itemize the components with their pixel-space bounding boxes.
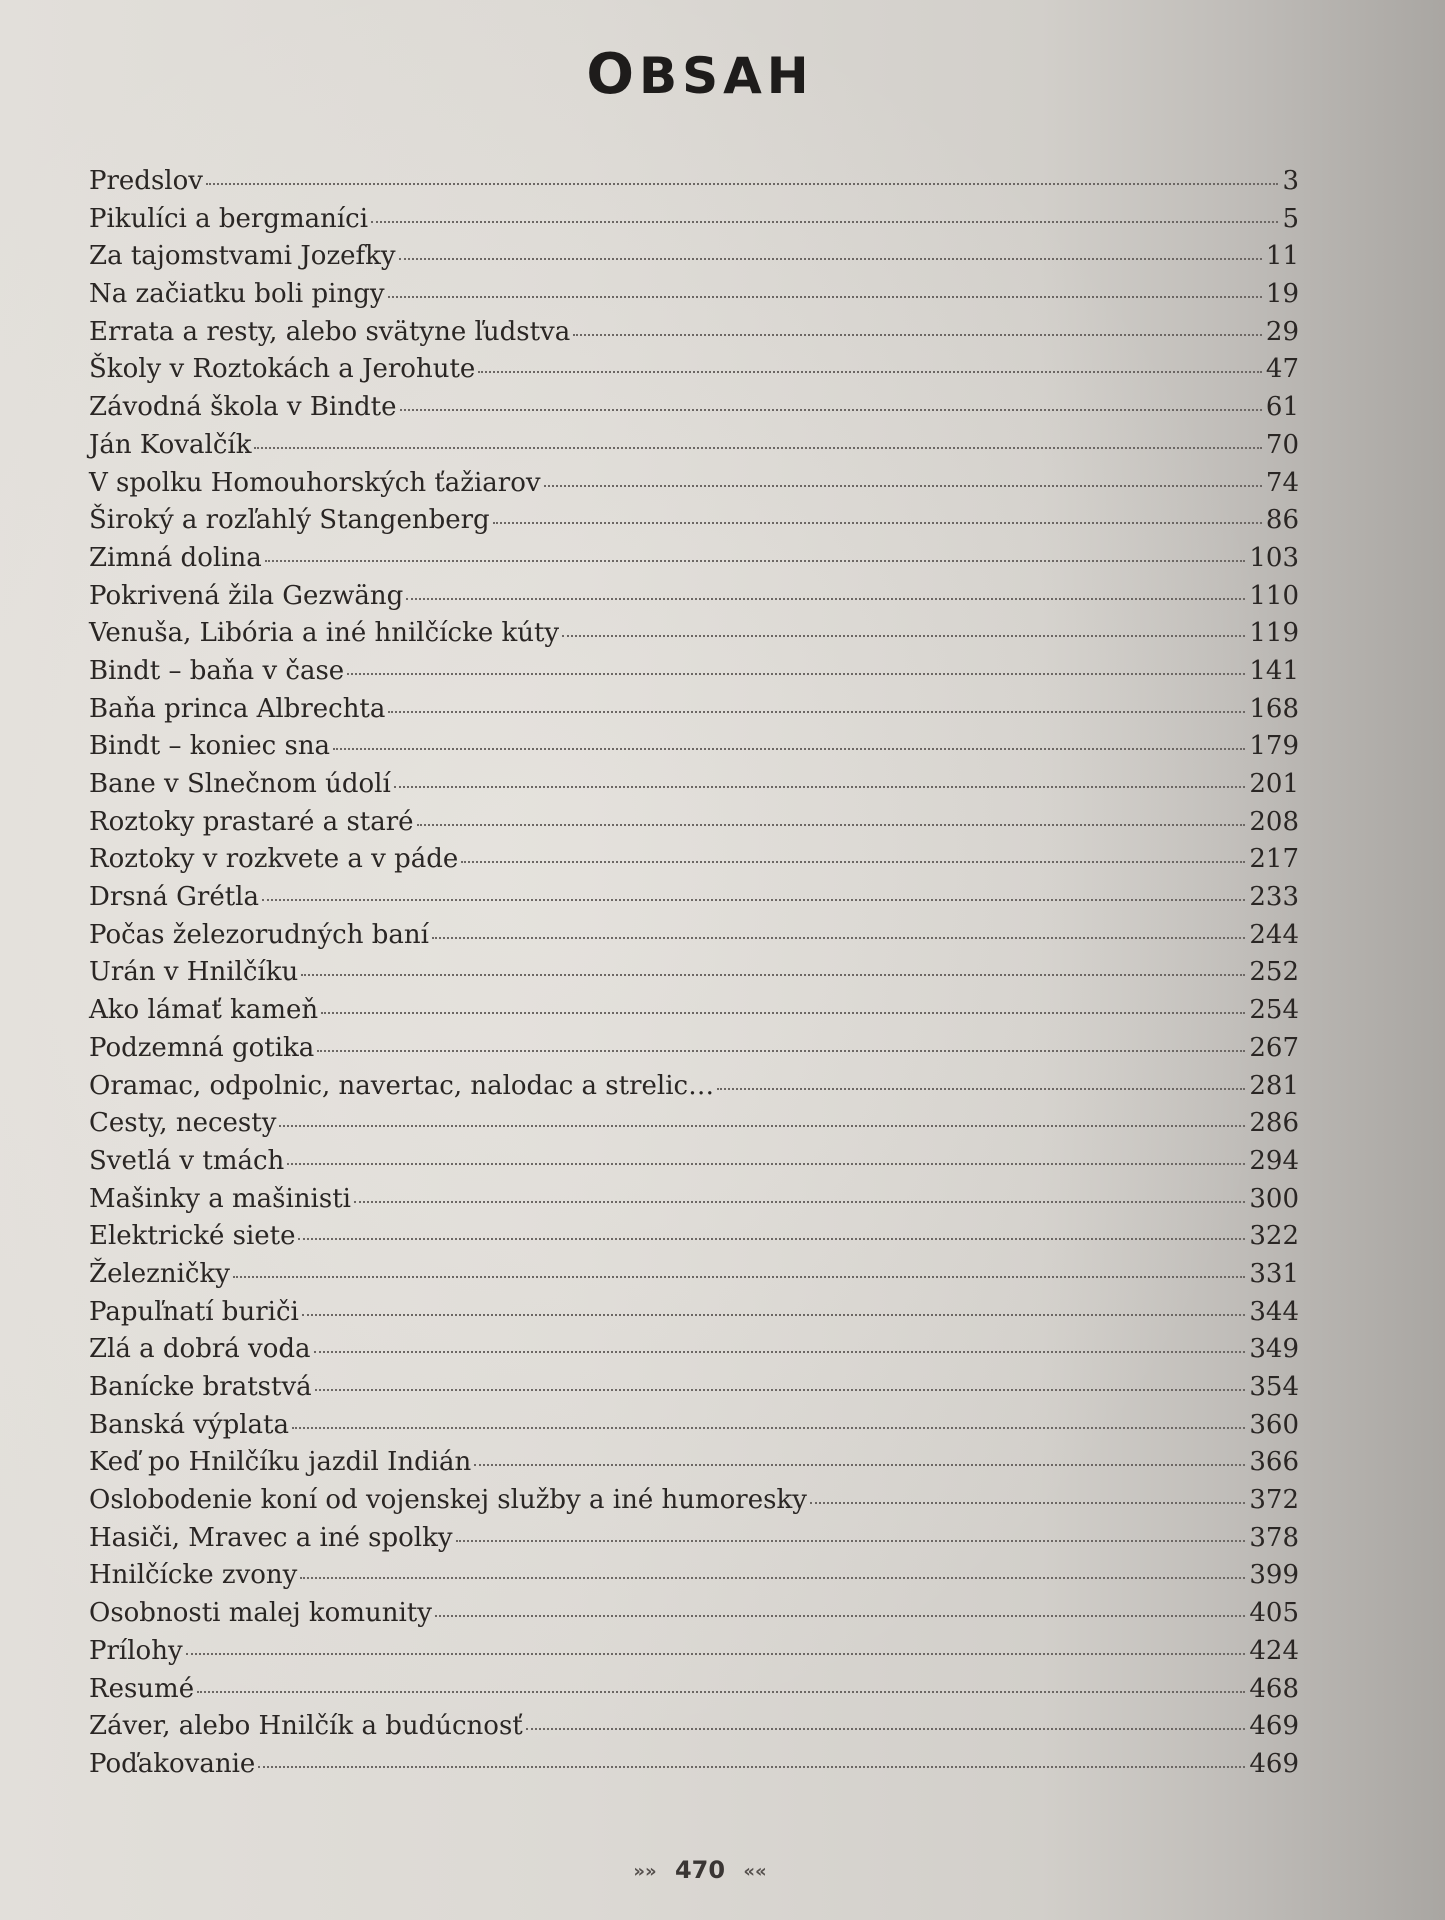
toc-entry <box>89 807 1299 845</box>
toc-entry-title: Bane v Slnečnom údolí <box>89 769 391 799</box>
dot-leader <box>399 258 1262 260</box>
toc-entry-title: Resumé <box>89 1673 195 1704</box>
toc-entry-page: 252 <box>1249 957 1299 988</box>
dot-leader <box>526 1728 1246 1730</box>
toc-entry-title: Osobnosti malej komunity <box>89 1598 432 1629</box>
toc-entry <box>89 279 1299 317</box>
dot-leader <box>258 1766 1245 1768</box>
toc-entry-page: 331 <box>1249 1258 1299 1289</box>
dot-leader <box>321 1012 1245 1014</box>
toc-entry <box>89 468 1299 506</box>
dot-leader <box>388 296 1262 298</box>
toc-entry <box>89 1297 1299 1335</box>
toc-entry-title: Pokrivená žila Gezwäng <box>89 580 404 611</box>
dot-leader <box>292 1427 1245 1429</box>
toc-entry <box>89 656 1299 694</box>
dot-leader <box>400 409 1262 411</box>
toc-entry <box>89 1033 1299 1071</box>
toc-entry-page: 217 <box>1249 844 1299 875</box>
dot-leader <box>562 635 1245 637</box>
toc-entry <box>89 769 1299 807</box>
toc-entry-title: Oramac, odpolnic, navertac, nalodac a strelic… <box>89 1070 715 1101</box>
toc-entry <box>89 1184 1299 1222</box>
toc-entry-page: 469 <box>1249 1748 1299 1779</box>
toc-entry-title: Errata a resty, alebo svätyne ľudstva <box>89 316 571 347</box>
toc-entry-page: 300 <box>1249 1183 1299 1214</box>
toc-entry-page: 201 <box>1249 769 1299 799</box>
toc-entry <box>89 1334 1299 1372</box>
toc-entry <box>89 882 1299 920</box>
toc-entry <box>89 505 1299 543</box>
page-footer <box>0 1856 1400 1884</box>
dot-leader <box>315 1389 1246 1391</box>
toc-entry-title: Školy v Roztokách a Jerohute <box>89 354 476 385</box>
toc-entry <box>89 543 1299 581</box>
toc-entry-page: 244 <box>1249 919 1299 950</box>
toc-entry <box>89 1221 1299 1259</box>
toc-entry-title: Na začiatku boli pingy <box>89 279 385 310</box>
toc-entry <box>89 1485 1299 1523</box>
dot-leader <box>265 560 1246 562</box>
toc-entry <box>89 731 1299 769</box>
toc-entry-title: Oslobodenie koní od vojenskej služby a iné humoresky <box>89 1485 807 1516</box>
dot-leader <box>347 673 1245 675</box>
toc-entry <box>89 844 1299 882</box>
toc-entry <box>89 1560 1299 1598</box>
toc-entry <box>89 1108 1299 1146</box>
toc-entry <box>89 1071 1299 1109</box>
toc-entry <box>89 317 1299 355</box>
dot-leader <box>461 861 1245 863</box>
toc-entry-page: 19 <box>1265 279 1299 310</box>
toc-entry-page: 11 <box>1265 241 1299 272</box>
toc-entry-page: 110 <box>1249 580 1299 611</box>
toc-entry <box>89 241 1299 279</box>
toc-entry-title: Drsná Grétla <box>89 882 259 913</box>
dot-leader <box>573 334 1262 336</box>
page-number: 470 <box>674 1856 726 1884</box>
toc-entry-page: 366 <box>1249 1447 1299 1478</box>
toc-entry-title: Poďakovanie <box>89 1748 256 1779</box>
toc-entry-title: Elektrické siete <box>89 1221 296 1252</box>
toc-entry-page: 405 <box>1249 1598 1299 1629</box>
toc-entry-page: 47 <box>1265 354 1299 385</box>
ornament-right-icon: «« <box>743 1860 767 1882</box>
toc-entry-page: 360 <box>1249 1409 1299 1440</box>
dot-leader <box>388 711 1245 713</box>
toc-entry <box>89 1447 1299 1485</box>
toc-entry-page: 349 <box>1249 1334 1299 1365</box>
toc-entry-page: 281 <box>1249 1070 1299 1101</box>
table-of-contents <box>89 166 1299 1787</box>
toc-entry-title: Urán v Hnilčíku <box>89 957 299 988</box>
toc-entry-title: Hnilčícke zvony <box>89 1560 298 1591</box>
toc-entry-title: Svetlá v tmách <box>89 1145 285 1176</box>
toc-entry <box>89 694 1299 732</box>
toc-entry <box>89 1523 1299 1561</box>
toc-entry-page: 3 <box>1282 166 1299 196</box>
dot-leader <box>354 1201 1245 1203</box>
toc-entry-page: 372 <box>1249 1485 1299 1516</box>
toc-entry-title: Baňa princa Albrechta <box>89 693 386 724</box>
toc-entry <box>89 1711 1299 1749</box>
toc-entry <box>89 1598 1299 1636</box>
toc-entry-title: Záver, alebo Hnilčík a budúcnosť <box>89 1711 523 1742</box>
toc-entry <box>89 1259 1299 1297</box>
toc-entry-title: Bindt – koniec sna <box>89 731 331 762</box>
toc-entry-page: 322 <box>1249 1221 1299 1252</box>
toc-entry <box>89 166 1299 204</box>
toc-entry-title: Ján Kovalčík <box>89 429 252 460</box>
title-initial: O <box>586 41 639 107</box>
toc-entry <box>89 957 1299 995</box>
toc-entry-page: 70 <box>1265 429 1299 460</box>
toc-entry <box>89 1372 1299 1410</box>
toc-entry-title: Papuľnatí buriči <box>89 1296 299 1327</box>
toc-entry-page: 141 <box>1249 655 1299 686</box>
dot-leader <box>301 974 1245 976</box>
toc-entry <box>89 430 1299 468</box>
toc-entry-page: 119 <box>1249 618 1299 649</box>
dot-leader <box>406 598 1245 600</box>
toc-entry-page: 399 <box>1249 1560 1299 1591</box>
dot-leader <box>197 1691 1245 1693</box>
toc-entry-page: 103 <box>1249 542 1299 573</box>
dot-leader <box>456 1540 1246 1542</box>
toc-entry-page: 424 <box>1249 1635 1299 1666</box>
dot-leader <box>810 1502 1245 1504</box>
toc-entry-title: Zimná dolina <box>89 542 262 573</box>
dot-leader <box>279 1125 1245 1127</box>
title-rest: BSAH <box>638 46 814 105</box>
toc-entry-title: Hasiči, Mravec a iné spolky <box>89 1522 453 1553</box>
dot-leader <box>317 1050 1245 1052</box>
toc-entry <box>89 995 1299 1033</box>
dot-leader <box>371 221 1278 223</box>
toc-entry <box>89 1674 1299 1712</box>
dot-leader <box>287 1163 1245 1165</box>
ornament-left-icon: »» <box>633 1860 657 1882</box>
toc-entry-title: Za tajomstvami Jozefky <box>89 241 396 272</box>
dot-leader <box>474 1464 1245 1466</box>
toc-entry-title: Počas železorudných baní <box>89 919 429 950</box>
toc-entry-title: V spolku Homouhorských ťažiarov <box>89 467 541 498</box>
page-title <box>0 42 1400 107</box>
dot-leader <box>233 1276 1245 1278</box>
toc-entry-title: Roztoky prastaré a staré <box>89 806 414 837</box>
toc-entry-title: Predslov <box>89 166 203 196</box>
toc-entry-title: Banská výplata <box>89 1409 290 1440</box>
dot-leader <box>544 485 1262 487</box>
toc-entry-page: 267 <box>1249 1032 1299 1063</box>
toc-entry-title: Cesty, necesty <box>89 1108 277 1139</box>
toc-entry <box>89 581 1299 619</box>
dot-leader <box>298 1238 1245 1240</box>
dot-leader <box>262 899 1245 901</box>
toc-entry-title: Banícke bratstvá <box>89 1372 312 1402</box>
toc-entry-page: 344 <box>1249 1296 1299 1327</box>
dot-leader <box>478 371 1262 373</box>
toc-entry <box>89 204 1299 242</box>
toc-entry-title: Mašinky a mašinisti <box>89 1183 351 1214</box>
toc-entry-title: Prílohy <box>89 1635 183 1666</box>
dot-leader <box>206 183 1279 185</box>
toc-entry <box>89 920 1299 958</box>
toc-entry-page: 378 <box>1249 1522 1299 1553</box>
toc-entry-title: Široký a rozľahlý Stangenberg <box>89 505 490 536</box>
toc-entry <box>89 1749 1299 1787</box>
toc-entry-page: 469 <box>1249 1711 1299 1742</box>
toc-entry-page: 61 <box>1265 392 1299 423</box>
dot-leader <box>394 786 1246 788</box>
toc-entry <box>89 392 1299 430</box>
toc-entry-page: 29 <box>1265 316 1299 347</box>
dot-leader <box>493 522 1262 524</box>
dot-leader <box>314 1351 1246 1353</box>
toc-entry-title: Bindt – baňa v čase <box>89 655 345 686</box>
toc-entry <box>89 618 1299 656</box>
dot-leader <box>333 748 1245 750</box>
toc-entry-page: 5 <box>1282 203 1299 234</box>
dot-leader <box>300 1577 1245 1579</box>
toc-entry <box>89 1410 1299 1448</box>
toc-entry-title: Ako lámať kameň <box>89 995 319 1026</box>
toc-entry-page: 233 <box>1249 882 1299 913</box>
toc-entry-page: 286 <box>1249 1108 1299 1139</box>
toc-entry <box>89 1146 1299 1184</box>
toc-entry-title: Železničky <box>89 1258 230 1289</box>
toc-entry-page: 86 <box>1265 505 1299 536</box>
dot-leader <box>417 824 1246 826</box>
toc-entry-title: Pikulíci a bergmaníci <box>89 203 369 234</box>
toc-entry-page: 294 <box>1249 1145 1299 1176</box>
dot-leader <box>432 937 1245 939</box>
toc-entry-page: 168 <box>1249 693 1299 724</box>
toc-entry <box>89 354 1299 392</box>
toc-entry-page: 74 <box>1265 467 1299 498</box>
dot-leader <box>717 1088 1245 1090</box>
toc-entry-title: Zlá a dobrá voda <box>89 1334 311 1365</box>
dot-leader <box>186 1653 1246 1655</box>
dot-leader <box>254 447 1261 449</box>
toc-entry-page: 208 <box>1249 806 1299 837</box>
toc-entry-title: Závodná škola v Bindte <box>89 392 397 423</box>
toc-entry-page: 468 <box>1249 1673 1299 1704</box>
toc-entry-title: Venuša, Libória a iné hnilčícke kúty <box>89 618 560 649</box>
dot-leader <box>435 1615 1245 1617</box>
toc-entry-title: Roztoky v rozkvete a v páde <box>89 844 459 875</box>
dot-leader <box>302 1314 1246 1316</box>
toc-entry <box>89 1636 1299 1674</box>
toc-entry-page: 254 <box>1249 995 1299 1026</box>
toc-entry-page: 354 <box>1249 1372 1299 1402</box>
toc-entry-title: Podzemná gotika <box>89 1032 315 1063</box>
toc-entry-title: Keď po Hnilčíku jazdil Indián <box>89 1447 472 1478</box>
toc-entry-page: 179 <box>1249 731 1299 762</box>
